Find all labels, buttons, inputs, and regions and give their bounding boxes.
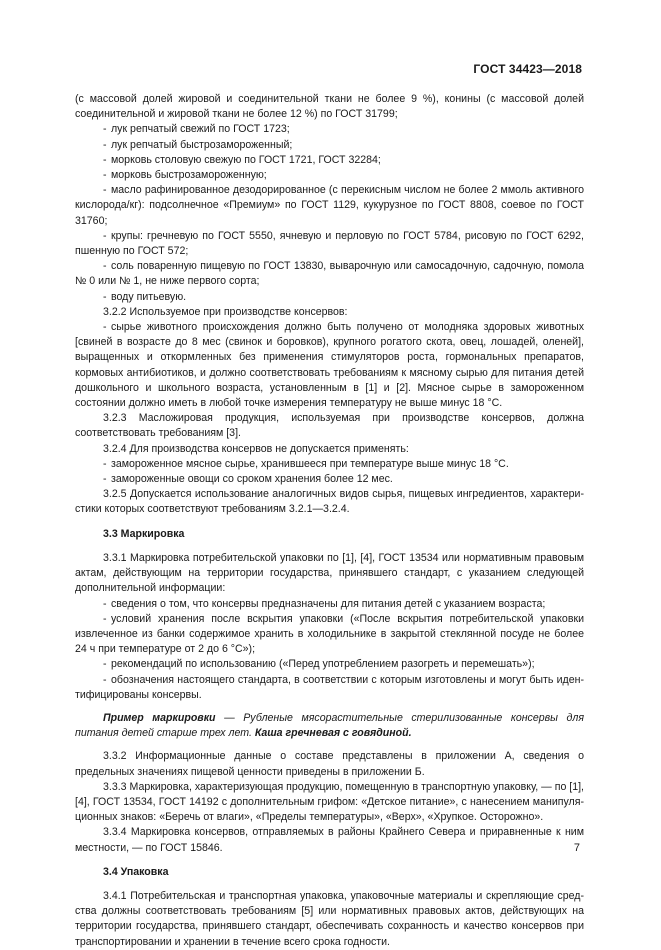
section-heading: 3.3 Маркировка <box>103 527 185 540</box>
list-item: - воду питьевую. <box>103 290 187 303</box>
paragraph: 3.2.5 Допускается использование аналогичных видов сырья, пищевых ингредиентов, характеристики которых соответствуют требованиям 3.2.1—3.2.4. <box>75 488 584 516</box>
page-number: 7 <box>573 842 580 854</box>
list-item: - морковь столовую свежую по ГОСТ 1721, ГОСТ 32284; <box>103 153 381 166</box>
paragraph: 3.3.2 Информационные данные о составе представлены в приложении А, сведения о предельных значениях пищевой ценности приведены в приложении Б. <box>75 750 584 778</box>
paragraph: 3.2.2 Используемое при производстве консервов: <box>103 305 348 318</box>
section-heading: 3.4 Упаковка <box>103 865 169 878</box>
paragraph: 3.3.3 Маркировка, характеризующая продукцию, помещенную в транспортную упаковку, — по [1], [4], ГОСТ 13534, ГОСТ 14192 с дополнительным грифом: «Детское питание», с нанесением манипуляционных знаков: «Беречь от влаги», «Пределы температуры», «Верх», «Хрупкое. Осторожно». <box>75 780 584 824</box>
list-item: - условий хранения после вскрытия упаковки («После вскрытия потребительской упаковки извлеченное из банки содержимое хранить в холодильнике в закрытой стеклянной посуде не более 24 ч при температуре от 2 до 6 °С»); <box>75 612 584 656</box>
list-item: - сырье животного происхождения должно быть получено от молодняка здоровых животных [свиней в возрасте до 8 мес (свинок и боровков), крупного рогатого скота, овец, лошадей, оленей], выращенных и откормленных без применения стимуляторов роста, гормональных препаратов, кормовых антибиотиков, и должно соответствовать требованиям к мясному сырью для питания детей дошкольного и школьного возраста, установленным в [1] и [2]. Мясное сырье в замороженном состоянии должно иметь в любой точке измерения температуру не выше минус 18 °С. <box>75 321 584 410</box>
paragraph: 3.2.4 Для производства консервов не допускается применять: <box>103 442 409 455</box>
list-item: - лук репчатый свежий по ГОСТ 1723; <box>103 123 290 136</box>
list-item: - масло рафинированное дезодорированное (с перекисным числом не более 2 ммоль активного кислорода/кг): подсолнечное «Премиум» по ГОСТ 1129, кукурузное по ГОСТ 8808, соевое по ГОСТ 31760; <box>75 184 584 227</box>
list-item: - морковь быстрозамороженную; <box>103 169 267 182</box>
paragraph: 3.3.4 Маркировка консервов, отправляемых в районы Крайнего Севера и приравненные к ним местности, — по ГОСТ 15846. <box>75 826 584 854</box>
list-item: - лук репчатый быстрозамороженный; <box>103 138 293 151</box>
paragraph: (с массовой долей жировой и соединительной ткани не более 9 %), конины (с массовой долей соединительной и жировой ткани не более 12 %) по ГОСТ 31799; <box>75 93 584 121</box>
paragraph: 3.3.1 Маркировка потребительской упаковки по [1], [4], ГОСТ 13534 или нормативным правовым актам, действующим на территории государства, принявшего стандарт, с указанием следующей дополнительной информации: <box>75 551 584 595</box>
list-item: - крупы: гречневую по ГОСТ 5550, ячневую и перловую по ГОСТ 5784, рисовую по ГОСТ 6292, пшенную по ГОСТ 572; <box>75 229 584 258</box>
list-item: - замороженное мясное сырье, хранившееся при температуре выше минус 18 °С. <box>103 457 509 470</box>
list-item: - обозначения настоящего стандарта, в соответствии с которым изготовлены и могут быть идентифицированы консервы. <box>75 673 584 701</box>
paragraph: 3.2.3 Масложировая продукция, используемая при производстве консервов, должна соответствовать требованиям [3]. <box>75 412 584 440</box>
paragraph: 3.4.1 Потребительская и транспортная упаковка, упаковочные материалы и скрепляющие средства должны соответствовать требованиям [5] или нормативных правовых актов, действующих на территории государства, принявшего стандарт, обеспечивать сохранность и качество консервов при транспортировании и хранении в течение всего срока годности. <box>75 889 584 948</box>
list-item: - сведения о том, что консервы предназначены для питания детей с указанием возраста; <box>103 597 546 610</box>
list-item: - рекомендаций по использованию («Перед употреблением разогреть и перемешать»); <box>103 658 535 671</box>
marking-example: Пример маркировки — Рубленые мясорастительные стерилизованные консервы для питания детей старше трех лет. Каша гречневая с говядиной. <box>75 711 584 740</box>
standard-header: ГОСТ 34423—2018 <box>473 62 582 76</box>
list-item: - замороженные овощи со сроком хранения более 12 мес. <box>103 473 393 486</box>
document-body <box>75 92 584 950</box>
list-item: - соль поваренную пищевую по ГОСТ 13830, выварочную или самосадочную, садочную, помола № 0 или № 1, не ниже первого сорта; <box>75 260 584 288</box>
